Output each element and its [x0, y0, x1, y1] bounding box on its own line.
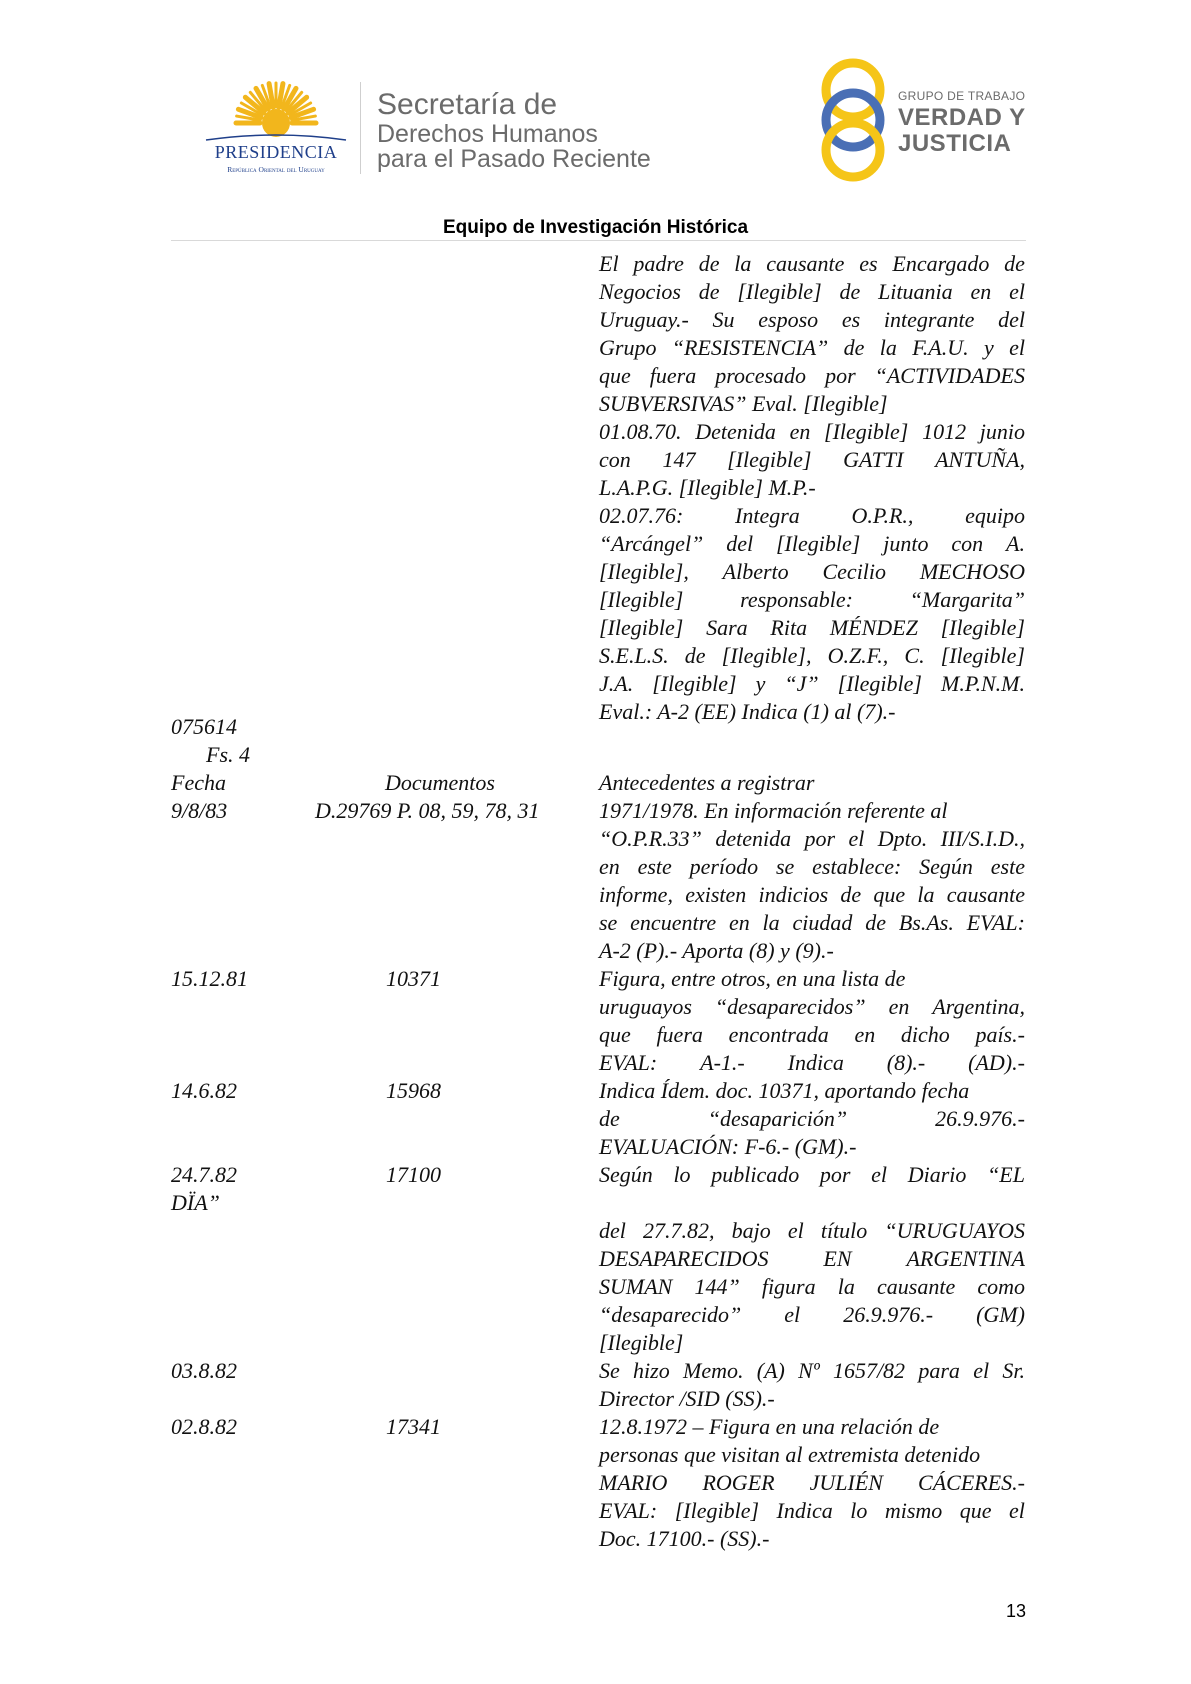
- word: de: [698, 251, 720, 276]
- row-antecedente-line: 12.8.1972 – Figura en una relación de: [599, 1414, 940, 1439]
- row-antecedente-line: [599, 853, 1025, 881]
- secretaria-line1: Secretaría de: [377, 88, 558, 121]
- word: en: [728, 910, 750, 935]
- word: Indica: [776, 1498, 833, 1523]
- word: informe,: [599, 882, 673, 907]
- word: [Ilegible]: [727, 447, 812, 472]
- word: en: [970, 279, 992, 304]
- intro-line: Eval.: A-2 (EE) Indica (1) al (7).-: [599, 699, 896, 724]
- intro-line: [599, 334, 1025, 362]
- word: Encargado: [892, 251, 990, 276]
- word: 02.07.76:: [599, 503, 684, 528]
- word: causante: [946, 882, 1025, 907]
- secretaria-line3: para el Pasado Reciente: [377, 145, 651, 173]
- word: Alberto: [722, 559, 789, 584]
- row-documento: 10371: [386, 966, 441, 991]
- folio-sheet: Fs. 4: [206, 742, 250, 767]
- word: en: [854, 1022, 876, 1047]
- word: [Ilegible]: [824, 419, 909, 444]
- word: junio: [979, 419, 1025, 444]
- word: en: [888, 994, 910, 1019]
- word: “desaparición”: [707, 1106, 848, 1131]
- word: figura: [761, 1274, 816, 1299]
- word: es: [841, 307, 861, 332]
- row-antecedente-line: [Ilegible]: [599, 1330, 684, 1355]
- word: la: [837, 1274, 855, 1299]
- row-antecedente-line: [599, 825, 1025, 853]
- grupo-line2: VERDAD Y: [898, 104, 1026, 131]
- word: establece:: [812, 854, 902, 879]
- row-antecedente-line: [599, 1469, 1025, 1497]
- word: el: [1009, 279, 1025, 304]
- row-antecedente-line: [599, 1161, 1025, 1189]
- word: el: [973, 1358, 990, 1383]
- word: el: [787, 1218, 804, 1243]
- word: se: [599, 910, 618, 935]
- team-title: Equipo de Investigación Histórica: [442, 217, 749, 238]
- word: [Ilegible]: [652, 671, 737, 696]
- word: el: [848, 826, 865, 851]
- word: A-1.-: [700, 1050, 745, 1075]
- word: F.A.U.: [912, 335, 969, 360]
- word: país.-: [975, 1022, 1025, 1047]
- word: fuera: [649, 363, 697, 388]
- intro-line: [599, 670, 1025, 698]
- word: que: [959, 1498, 992, 1523]
- word: existen: [685, 882, 747, 907]
- word: Rita: [770, 615, 808, 640]
- word: se: [775, 854, 795, 879]
- intro-line: [599, 306, 1025, 334]
- row-antecedente-line: EVALUACIÓN: F-6.- (GM).-: [599, 1134, 857, 1159]
- intro-line: SUBVERSIVAS” Eval. [Ilegible]: [599, 391, 888, 416]
- secretaria-logo: [377, 90, 651, 172]
- word: Sr.: [1002, 1358, 1025, 1383]
- word: este: [990, 854, 1025, 879]
- word: 1657/82: [832, 1358, 906, 1383]
- word: [Ilegible]: [940, 615, 1025, 640]
- word: mismo: [884, 1498, 943, 1523]
- word: de: [1004, 251, 1025, 276]
- word: para: [918, 1358, 960, 1383]
- word: CÁCERES.-: [918, 1470, 1025, 1495]
- word: O.Z.F.,: [827, 643, 889, 668]
- intro-line: [599, 614, 1025, 642]
- word: (A): [756, 1358, 785, 1383]
- word: con: [599, 447, 631, 472]
- row-antecedente-line: [599, 1273, 1025, 1301]
- row-documento: 17100: [386, 1162, 441, 1187]
- word: 144”: [694, 1274, 740, 1299]
- row-documento: D.29769 P. 08, 59, 78, 31: [315, 798, 540, 823]
- word: EVAL:: [599, 1498, 658, 1523]
- word: de: [599, 1106, 620, 1131]
- word: El: [599, 251, 619, 276]
- word: equipo: [965, 503, 1025, 528]
- row-fecha: 9/8/83: [171, 798, 228, 823]
- word: [Ilegible]: [599, 587, 684, 612]
- word: 26.9.976.-: [935, 1106, 1025, 1131]
- word: el: [1009, 335, 1025, 360]
- word: de: [698, 279, 720, 304]
- word: causante: [766, 251, 845, 276]
- word: MÉNDEZ: [829, 615, 918, 640]
- word: y: [983, 335, 994, 360]
- word: 147: [662, 447, 696, 472]
- row-antecedente-line: [599, 1021, 1025, 1049]
- word: Bs.As.: [898, 910, 954, 935]
- word: “RESISTENCIA”: [671, 335, 829, 360]
- word: “Arcángel”: [599, 531, 704, 556]
- word: encontrada: [728, 1022, 829, 1047]
- word: 1012: [922, 419, 967, 444]
- word: con: [951, 531, 984, 556]
- word: publicado: [711, 1162, 800, 1187]
- word: C.: [904, 643, 925, 668]
- word: del: [998, 307, 1025, 332]
- word: “ACTIVIDADES: [874, 363, 1025, 388]
- word: EVAL:: [599, 1050, 658, 1075]
- word: padre: [633, 251, 684, 276]
- word: lo: [673, 1162, 691, 1187]
- word: integrante: [883, 307, 975, 332]
- intro-line: [599, 530, 1025, 558]
- intro-line: [599, 250, 1025, 278]
- word: el: [871, 1162, 888, 1187]
- word: detenida: [715, 826, 792, 851]
- word: Memo.: [683, 1358, 744, 1383]
- row-antecedente-line: Figura, entre otros, en una lista de: [599, 966, 906, 991]
- word: A.: [1006, 531, 1025, 556]
- intro-line: [599, 362, 1025, 390]
- word: “Margarita”: [909, 587, 1025, 612]
- word: Uruguay.-: [599, 307, 689, 332]
- row-fecha: 15.12.81: [171, 966, 248, 991]
- word: “EL: [987, 1162, 1025, 1187]
- word: de: [684, 643, 706, 668]
- word: Sara: [706, 615, 748, 640]
- word: ciudad: [792, 910, 853, 935]
- row-antecedente-line: Doc. 17100.- (SS).-: [599, 1526, 770, 1551]
- word: DESAPARECIDOS: [599, 1246, 769, 1271]
- row-antecedente-line: [599, 881, 1025, 909]
- word: Dpto.: [877, 826, 928, 851]
- word: III/S.I.D.,: [940, 826, 1025, 851]
- word: por: [804, 826, 836, 851]
- word: que: [599, 1022, 631, 1047]
- word: Integra: [735, 503, 800, 528]
- word: causante: [877, 1274, 956, 1299]
- row-antecedente-line: [599, 1497, 1025, 1525]
- row-fecha: 03.8.82: [171, 1358, 237, 1383]
- word: 27.7.82,: [643, 1218, 715, 1243]
- word: dicho: [900, 1022, 950, 1047]
- word: Grupo: [599, 335, 657, 360]
- row-antecedente-line: [599, 1301, 1025, 1329]
- word: Su: [712, 307, 735, 332]
- word: “URUGUAYOS: [884, 1218, 1025, 1243]
- word: S.E.L.S.: [599, 643, 669, 668]
- intro-line: [599, 558, 1025, 586]
- word: procesado: [715, 363, 807, 388]
- row-antecedente-line: A-2 (P).- Aporta (8) y (9).-: [599, 938, 834, 963]
- row-fecha: 24.7.82: [171, 1162, 237, 1187]
- word: [Ilegible]: [737, 279, 822, 304]
- word: que: [599, 363, 631, 388]
- row-antecedente-line: personas que visitan al extremista detenido: [599, 1442, 981, 1467]
- word: M.P.N.M.: [941, 671, 1025, 696]
- row-antecedente-line: [599, 909, 1025, 937]
- page-number: 13: [1006, 1601, 1027, 1621]
- word: indicios: [758, 882, 829, 907]
- intro-line: [599, 446, 1025, 474]
- word: [Ilegible],: [599, 559, 689, 584]
- word: MARIO: [599, 1470, 668, 1495]
- word: del: [726, 531, 754, 556]
- word: como: [977, 1274, 1025, 1299]
- word: título: [820, 1218, 868, 1243]
- intro-line: [599, 418, 1025, 446]
- row-antecedente-line: [599, 1357, 1025, 1385]
- word: período: [689, 854, 759, 879]
- row-antecedente-line: [599, 1049, 1025, 1077]
- verdad-justicia-rings-icon: [818, 58, 888, 182]
- word: 26.9.976.-: [843, 1302, 934, 1327]
- row-antecedente-line: [599, 1245, 1025, 1273]
- word: “J”: [784, 671, 819, 696]
- word: Argentina,: [932, 994, 1025, 1019]
- word: Nº: [798, 1358, 820, 1383]
- intro-line: L.A.P.G. [Ilegible] M.P.-: [599, 475, 816, 500]
- sun-emblem-icon: [196, 78, 356, 148]
- row-antecedente-line: [599, 993, 1025, 1021]
- word: fuera: [656, 1022, 703, 1047]
- word: [Ilegible]: [940, 643, 1025, 668]
- word: 01.08.70.: [599, 419, 682, 444]
- word: Lituania: [878, 279, 953, 304]
- word: en: [599, 854, 620, 879]
- word: ROGER: [702, 1470, 775, 1495]
- word: MECHOSO: [919, 559, 1025, 584]
- intro-line: [599, 586, 1025, 614]
- header-antecedentes: Antecedentes a registrar: [599, 770, 815, 795]
- word: [Ilegible]: [674, 1498, 760, 1523]
- presidencia-name: PRESIDENCIA: [214, 142, 338, 162]
- word: responsable:: [740, 587, 853, 612]
- grupo-line3: JUSTICIA: [898, 130, 1012, 157]
- word: [Ilegible]: [837, 671, 922, 696]
- row-antecedente-line: Director /SID (SS).-: [599, 1386, 775, 1411]
- row-antecedente-line: [599, 1217, 1025, 1245]
- row-documento: 17341: [386, 1414, 441, 1439]
- word: “O.P.R.33”: [599, 826, 702, 851]
- folio-number: 075614: [171, 714, 237, 739]
- word: Según: [919, 854, 973, 879]
- word: del: [599, 1218, 626, 1243]
- word: de: [840, 882, 862, 907]
- word: la: [917, 882, 935, 907]
- word: bajo: [731, 1218, 771, 1243]
- grupo-trabajo-logo: [898, 90, 1026, 156]
- word: Negocios: [599, 279, 681, 304]
- word: de: [839, 279, 861, 304]
- word: la: [734, 251, 752, 276]
- word: (GM): [976, 1302, 1025, 1327]
- word: SUMAN: [599, 1274, 673, 1299]
- word: “desaparecidos”: [714, 994, 866, 1019]
- row-fecha: 02.8.82: [171, 1414, 237, 1439]
- row-antecedente-line: 1971/1978. En información referente al: [599, 798, 948, 823]
- word: ARGENTINA: [906, 1246, 1025, 1271]
- word: Se: [599, 1358, 620, 1383]
- word: por: [819, 1162, 851, 1187]
- word: ANTUÑA,: [935, 447, 1025, 472]
- word: EN: [823, 1246, 852, 1271]
- row-documento: 15968: [386, 1078, 441, 1103]
- word: “desaparecido”: [599, 1302, 742, 1327]
- intro-line: [599, 642, 1025, 670]
- header-divider: [171, 240, 1026, 241]
- header-documentos: Documentos: [385, 770, 495, 795]
- word: que: [873, 882, 906, 907]
- word: este: [637, 854, 672, 879]
- grupo-line1: GRUPO DE TRABAJO: [898, 89, 1026, 103]
- header-fecha: Fecha: [171, 770, 226, 795]
- word: el: [784, 1302, 801, 1327]
- word: Diario: [907, 1162, 967, 1187]
- word: la: [762, 910, 780, 935]
- word: [Ilegible],: [721, 643, 812, 668]
- word: [Ilegible]: [599, 615, 684, 640]
- word: EVAL:: [966, 910, 1025, 935]
- logo-divider: [360, 82, 361, 174]
- presidencia-subtitle: República Oriental del Uruguay: [227, 165, 325, 174]
- row-antecedente-line: Indica Ídem. doc. 10371, aportando fecha: [599, 1078, 970, 1103]
- word: por: [825, 363, 856, 388]
- row-antecedente-line: [599, 1105, 1025, 1133]
- intro-line: [599, 278, 1025, 306]
- word: y: [755, 671, 766, 696]
- word: Indica: [787, 1050, 844, 1075]
- word: esposo: [758, 307, 819, 332]
- word: JULIÉN: [809, 1470, 883, 1495]
- word: GATTI: [843, 447, 904, 472]
- word: O.P.R.,: [851, 503, 914, 528]
- word: de: [865, 910, 887, 935]
- word: en: [789, 419, 811, 444]
- intro-line: [599, 502, 1025, 530]
- word: Cecilio: [822, 559, 887, 584]
- word: hizo: [633, 1358, 670, 1383]
- word: J.A.: [599, 671, 634, 696]
- word: Según: [599, 1162, 653, 1187]
- word: es: [859, 251, 878, 276]
- word: el: [1009, 1498, 1025, 1523]
- row-fecha-extra: DÏA”: [171, 1190, 220, 1215]
- word: encuentre: [630, 910, 717, 935]
- word: [Ilegible]: [776, 531, 861, 556]
- word: uruguayos: [599, 994, 692, 1019]
- secretaria-line2: Derechos Humanos: [377, 120, 598, 148]
- word: Detenida: [695, 419, 776, 444]
- word: lo: [850, 1498, 868, 1523]
- word: junto: [883, 531, 929, 556]
- word: de: [843, 335, 865, 360]
- row-fecha: 14.6.82: [171, 1078, 237, 1103]
- word: la: [879, 335, 897, 360]
- word: (8).-: [886, 1050, 926, 1075]
- word: (AD).-: [968, 1050, 1025, 1075]
